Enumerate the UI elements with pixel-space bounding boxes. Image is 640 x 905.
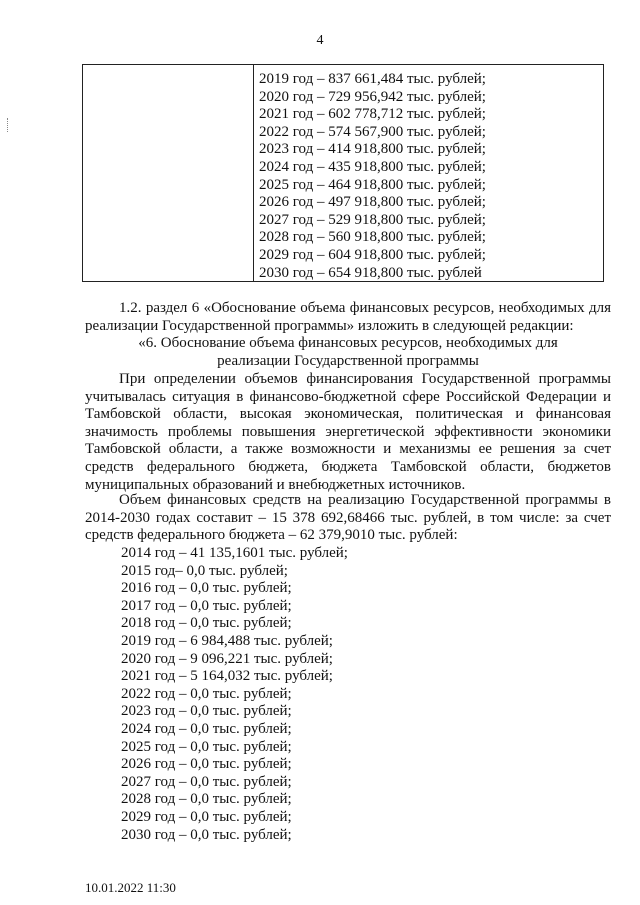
table-year-line: 2025 год – 464 918,800 тыс. рублей; (259, 176, 486, 193)
funding-total-paragraph: Объем финансовых средств на реализацию Государственной программы в 2014-2030 годах составит – 15 378 692,68466 тыс. рублей, в том числе: за счет средств федерального бюджета – 62 379,9010 тыс. рублей: (85, 492, 611, 544)
table-year-line: 2026 год – 497 918,800 тыс. рублей; (259, 194, 486, 211)
table-column-divider (253, 65, 254, 281)
federal-year-line: 2020 год – 9 096,221 тыс. рублей; (121, 650, 333, 667)
amendment-paragraph: 1.2. раздел 6 «Обоснование объема финансовых ресурсов, необходимых для реализации Государственной программы» изложить в следующей редакции: (85, 300, 611, 334)
table-year-line: 2029 год – 604 918,800 тыс. рублей; (259, 246, 486, 263)
funding-table (82, 64, 604, 282)
federal-year-line: 2027 год – 0,0 тыс. рублей; (121, 773, 292, 790)
table-year-line: 2019 год – 837 661,484 тыс. рублей; (259, 71, 486, 87)
federal-year-line: 2016 год – 0,0 тыс. рублей; (121, 580, 292, 597)
federal-budget-year-list (121, 545, 348, 844)
federal-year-line: 2022 год – 0,0 тыс. рублей; (121, 685, 292, 702)
federal-year-line: 2019 год – 6 984,488 тыс. рублей; (121, 632, 333, 649)
table-year-line: 2020 год – 729 956,942 тыс. рублей; (259, 88, 486, 105)
table-year-line: 2030 год – 654 918,800 тыс. рублей (259, 264, 482, 281)
federal-year-line: 2014 год – 41 135,1601 тыс. рублей; (121, 545, 348, 561)
funding-context-paragraph: При определении объемов финансирования Государственной программы учитывалась ситуация в финансово-бюджетной сфере Российской Федерации и Тамбовской области, высокая экономическая, политическая и финансовая значимость проблемы повышения энергетической эффективности экономики Тамбовской области, а также возможности и механизмы ее решения за счет средств федерального бюджета, бюджета Тамбовской области, бюджетов муниципальных образований и внебюджетных источников. (85, 371, 611, 493)
federal-year-line: 2023 год – 0,0 тыс. рублей; (121, 703, 292, 720)
federal-year-line: 2021 год – 5 164,032 тыс. рублей; (121, 668, 333, 685)
federal-year-line: 2024 год – 0,0 тыс. рублей; (121, 720, 292, 737)
federal-year-line: 2025 год – 0,0 тыс. рублей; (121, 738, 292, 755)
table-year-list (259, 71, 599, 282)
footer-timestamp: 10.01.2022 11:30 (85, 880, 176, 895)
federal-year-line: 2018 год – 0,0 тыс. рублей; (121, 615, 292, 632)
section-heading (85, 335, 611, 370)
federal-year-line: 2029 год – 0,0 тыс. рублей; (121, 808, 292, 825)
federal-year-line: 2015 год– 0,0 тыс. рублей; (121, 562, 288, 579)
margin-mark (7, 118, 10, 132)
section-heading-line-1: «6. Обоснование объема финансовых ресурсов, необходимых для (138, 335, 558, 351)
federal-year-line: 2030 год – 0,0 тыс. рублей; (121, 826, 292, 843)
table-year-line: 2023 год – 414 918,800 тыс. рублей; (259, 141, 486, 158)
page-number: 4 (316, 33, 324, 48)
federal-year-line: 2017 год – 0,0 тыс. рублей; (121, 597, 292, 614)
section-heading-line-2: реализации Государственной программы (217, 352, 479, 369)
table-year-line: 2028 год – 560 918,800 тыс. рублей; (259, 229, 486, 246)
table-year-line: 2021 год – 602 778,712 тыс. рублей; (259, 106, 486, 123)
table-year-line: 2027 год – 529 918,800 тыс. рублей; (259, 211, 486, 228)
federal-year-line: 2028 год – 0,0 тыс. рублей; (121, 791, 292, 808)
federal-year-line: 2026 год – 0,0 тыс. рублей; (121, 756, 292, 773)
table-year-line: 2022 год – 574 567,900 тыс. рублей; (259, 123, 486, 140)
table-year-line: 2024 год – 435 918,800 тыс. рублей; (259, 158, 486, 175)
